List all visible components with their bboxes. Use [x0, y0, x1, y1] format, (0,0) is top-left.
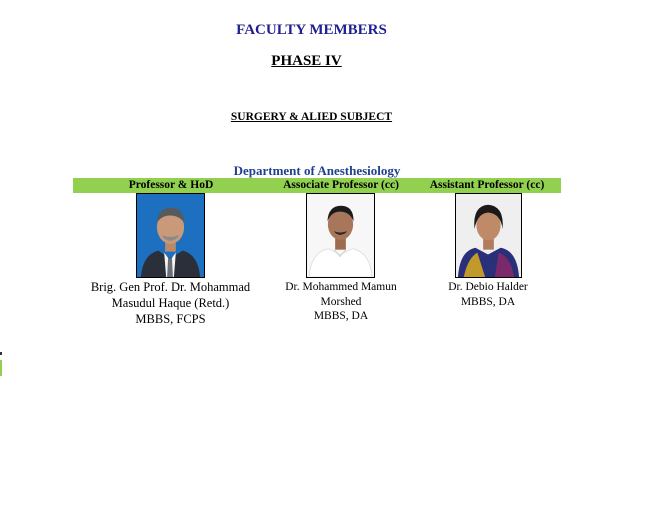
faculty-name-line: Dr. Mohammed Mamun [285, 281, 397, 293]
faculty-name-line: Brig. Gen Prof. Dr. Mohammad [90, 280, 251, 294]
role-associate-professor: Associate Professor (cc) [283, 179, 399, 191]
faculty-name-associate-professor [265, 280, 417, 324]
faculty-degree: MBBS, FCPS [135, 312, 206, 326]
photo-assistant-professor [455, 193, 522, 278]
page-title: FACULTY MEMBERS [236, 22, 387, 38]
edge-marker-dot [0, 352, 2, 355]
faculty-degree: MBBS, DA [460, 295, 516, 308]
role-assistant-professor: Assistant Professor (cc) [429, 179, 545, 191]
faculty-name-line: Dr. Debio Halder [448, 281, 528, 293]
faculty-name-line: Morshed [320, 295, 362, 308]
faculty-name-line: Masudul Haque (Retd.) [111, 296, 230, 310]
faculty-name-assistant-professor [418, 280, 558, 309]
role-professor-hod: Professor & HoD [128, 179, 214, 191]
subject-heading: SURGERY & ALIED SUBJECT [230, 111, 393, 123]
department-name: Department of Anesthesiology [233, 163, 401, 178]
photo-professor-hod [136, 193, 205, 278]
faculty-name-professor-hod [63, 279, 278, 327]
edge-marker-green [0, 360, 2, 376]
faculty-degree: MBBS, DA [313, 310, 369, 322]
photo-associate-professor [306, 193, 375, 278]
phase-heading: PHASE IV [271, 53, 342, 69]
